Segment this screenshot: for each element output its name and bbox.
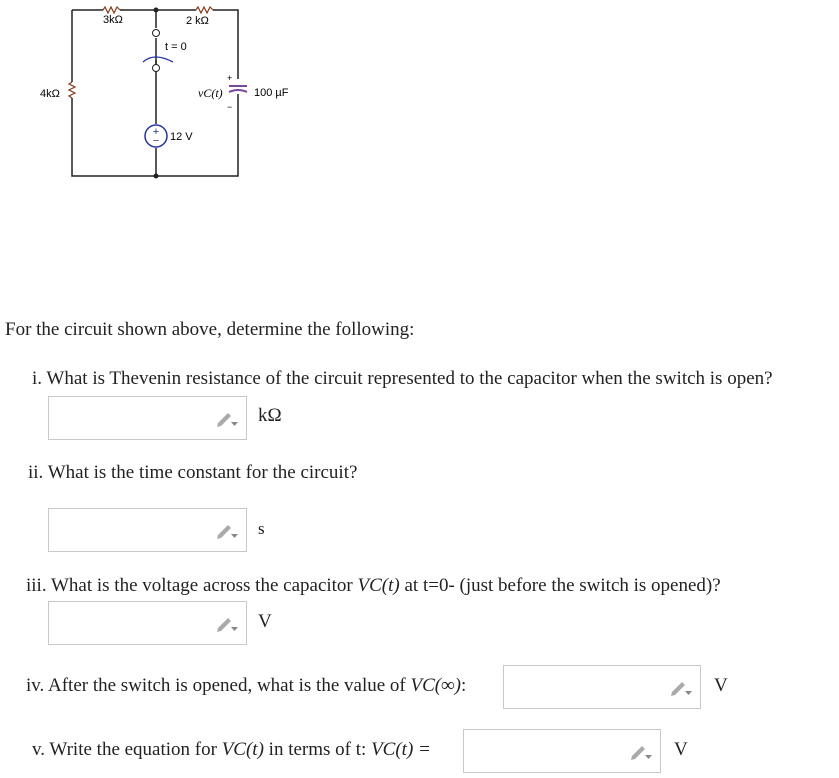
question-2: ii. What is the time constant for the circuit? xyxy=(28,462,358,483)
unit-3: V xyxy=(258,611,272,632)
svg-text:12 V: 12 V xyxy=(170,131,193,143)
answer-input-3[interactable] xyxy=(48,601,247,645)
unit-5: V xyxy=(674,739,688,760)
svg-text:3kΩ: 3kΩ xyxy=(103,14,123,26)
unit-4: V xyxy=(714,675,728,696)
svg-text:t = 0: t = 0 xyxy=(165,41,187,53)
answer-input-5[interactable] xyxy=(463,729,661,773)
svg-text:4kΩ: 4kΩ xyxy=(40,88,60,100)
svg-text:2 kΩ: 2 kΩ xyxy=(186,15,209,27)
pencil-icon xyxy=(628,741,654,761)
answer-input-1[interactable] xyxy=(48,396,247,440)
svg-text:vC(t): vC(t) xyxy=(198,86,223,100)
unit-1: kΩ xyxy=(258,405,282,426)
pencil-icon xyxy=(668,677,694,697)
resistor-4k xyxy=(69,82,75,98)
pencil-icon xyxy=(214,408,240,428)
pencil-icon xyxy=(214,613,240,633)
resistor-3k xyxy=(103,7,120,13)
svg-text:+: + xyxy=(227,73,233,83)
question-3: iii. What is the voltage across the capacitor VC(t) at t=0- (just before the switch is opened)? xyxy=(26,575,721,596)
answer-input-4[interactable] xyxy=(503,665,701,709)
question-1: i. What is Thevenin resistance of the circuit represented to the capacitor when the switch is open? xyxy=(32,368,773,389)
intro-text: For the circuit shown above, determine the following: xyxy=(5,319,415,340)
question-5: v. Write the equation for VC(t) in terms of t: VC(t) = xyxy=(32,739,431,760)
answer-input-2[interactable] xyxy=(48,508,247,552)
svg-text:100 µF: 100 µF xyxy=(254,87,289,99)
circuit-diagram xyxy=(0,0,300,190)
pencil-icon xyxy=(214,520,240,540)
svg-text:−: − xyxy=(227,102,233,112)
question-4: iv. After the switch is opened, what is the value of VC(∞): xyxy=(26,675,467,696)
resistor-2k xyxy=(196,7,213,13)
svg-text:−: − xyxy=(152,135,160,147)
svg-text:+: + xyxy=(152,126,160,138)
unit-2: s xyxy=(258,519,265,538)
